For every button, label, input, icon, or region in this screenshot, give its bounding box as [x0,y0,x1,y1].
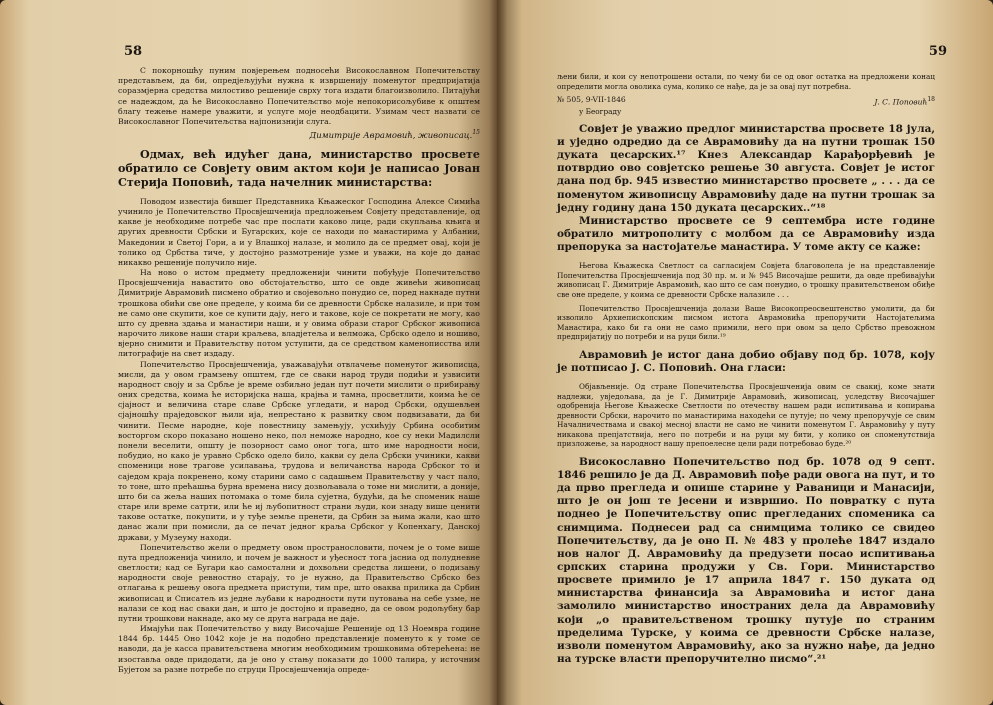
quote-paragraph: Поводом известија бившег Представника Књажеског Господина Алексе Симића учинило је Попечитељство Просвјешченија предложењем Совјету представленије, од какве је необходиме потребе час пре послати каково лице, ради скупљања књига и других древности Србски и Бугарских, које се находи по манастирима у Албании, Македонии и Светој Гори, а и у Влашкој налазе, и молило да се предмет овај, који је толико од Србства тиче, у достојно размотреније узме и уважи, на које до данас никакво решеније получило није. [118,196,480,267]
signature-footnote-mark: 15 [472,129,480,137]
author-signature [118,128,480,141]
document-number: № 505, 9-VII-1846 [557,95,626,105]
signature-text: Димитрије Аврамовић, живописац. [309,129,473,140]
continued-quote: љени били, и кои су непотрошени остали, по чему би се од овог остатка на предложени конац определити могла оволика сума, колико се нађе, да је за овај пут потребна. [557,72,935,91]
intro-paragraph: С покорношћу пуним повјерењем подносећи Високославном Попечитељству представљем, да би, опредјељујући нужна к извршенију поменутог предпријатија соразмјерна средства милостиво решеније сврху тога издати благоизволило. Питајући се надеждом, да ће Високославно Попечитељство моје непокорисољубиве к општем благу тежење намере уважити, и услуге моје неодбацити. Узимам чест назвати се Високославног Попечитељства најпонизнији слуга. [118,66,480,126]
quote-paragraph: Имајући пак Попечитељство у виду Височајше Решеније од 13 Ноемвра године 1844 бр. 1445 Оно 1042 које је на подобно представленије поменуто к у томе се наводи, да је касса правитељствена многим необходимим трошковима обтерећена: не изоставља овде придодати, да је оно у стању показати до 1000 талира, у источним Бујетом за разне потребе по струци Просвјешченија опреде- [118,624,480,674]
right-text-column [557,72,935,666]
page-number-left: 58 [124,44,143,59]
quote-paragraph: Попечитељство жели о предмету овом пространословити, почем је о томе више пута предложенија чинило, и почем је важност и уђесност тога јасниа од полудневне светлости; кад се Бугари као самостални и дохвољни средства лишени, о подизању народности своје ревностно старају, то је нужно, да Правитељство Србско без отлагања к решењу овога предмета приступи, тим пре, што оваква прилика да Србин живописац и Списатељ из једне љубави к народности пути путовања на себе узме, не налази се код нас сваки дан, и што је достојно и праведно, да се овом родољубну бар путни трошкови накнаде, ако му се друга награда не даје. [118,542,480,623]
quote-paragraph: Попечитељство Просвјешченија долази Ваше Високопреосвештенство умолити, да би изволило Архиепископским писмом истога Аврамовића препоручити Настојатељима Манастира, како би га они не само примили, него при овом за цело Србство превожном предпријатију по потреби и на руци били.¹⁹ [557,303,935,342]
document-reference [557,95,935,107]
body-paragraph: Високославно Попечитељство под бр. 1078 од 9 септ. 1846 решило је да Д. Аврамовић пође ради овога на пут, и то да прво прегледа и опише старине у Раваници и Манасији, што је он још те јесени и извршио. По повратку с пута поднео је Попечитељству опис прегледаних споменика са снимцима. Поднесеи рад са снимцима толико се свидео Попечитељству, да је оно П. № 483 у пролеће 1847 издало нов налог Д. Аврамовићу да предузети посао испитивања српских старина продужи у Св. Гори. Министарство просвете примило је 17 априла 1847 г. 150 дуката од министарства финансија за Аврамовића и истог дана замолило министарство иностраних дела да Аврамовићу који „о правитељственом трошку путује по страним пределима Турске, у коима се древности Србске налазе, изволи поменутом Аврамовићу, ако за нужно нађе, да једно на турске власти препоручително писмо“.²¹ [557,455,935,665]
document-place: у Београду [579,107,622,117]
left-text-column [118,66,480,675]
quote-paragraph: Попечитељство Просвјешченија, уважавајући отвлачење поменутог живописца, мисли, да у овом грамзењу општем, где се сваки народ труди подићи и узвисити народност своју и за Србље је време озбиљно један пут почети мислити о прибирању оних средства, коима ће историјска наша, крајња и тамна, просветлити, коима ће се сјајност и величина старе славе Србске угледати, и народ Србски, одушевљен сјајношћу праједовског њили ија, непрестано к развитку свом подвизавати, да би чинити. Песме народне, које повестницу замењују, усхићују Србина особитим восторгом скоро показано ношено неко, пол неможе народно, кое су неки Мадилсли понели веселити, општу је позорност само оног тога, што име народности носи, побудио, но како је уравно Србско одело било, какви су дела Србски учиники, какви споменици нове трагове усилавања, трудова и величанства народа Србског то и саједом краја покренено, кому старини само с садашњем Правитељству у част пало, то тоне, што прећашња бурна времена нису дозвољавала о томе ни мислити, а доније, што би са жеља наших потомака о томе била сујетна, будући, да ће споменик наше старе или време сатрти, или ће иј љубопитност страни људи, кои знаду више ценити такове остатке, покупити, и у туђе земље пренети, да Србин за њима жали, као што данас жали при помисли, да се печат једног краља Србског у Копенхагу, Данској држави, у Музеуму находи. [118,359,480,542]
heading-paragraph: Одмах, већ идућег дана, министарство просвете обратило се Совјету овим актом који је написао Јован Стерија Поповић, тада начелник министарства: [118,147,480,189]
book-gutter [489,0,507,705]
quote-paragraph: На ново о истом предмету предложенији чинити побуђује Попечитељство Просвјешченија навастито ово обстојатељство, што се овде живећи живописац Димитрије Аврамовић писмено обратио и својевољно понудио се, поред накнаде путни трошкова обићи све оне пределе, у коима би се древности Србске налазиле, и при том не само оне скупити, кое се купити дају, него и такове, које се покретати не могу, као што су древна здања и манастири наши, и у овима образи старог Србског живописа нарочито ликове наши стари краљева, владјетеља и велможа, Србско одело и ношиво, вјерно снимити и Правитељству потом уступити, да се средством каменописства или литографије на свет издаду. [118,268,480,359]
quote-paragraph: Његова Књажеска Светлост са сагласијем Совјета благоволела је на представленије Попечитељства Просвјешченија под 30 пр. м. и № 945 Височајше решити, да овде пребивајући живописац Г. Димитрије Аврамовић, као што се сам понудио, о трошку правитељственом обиђе све оне пределе, у коима се древности Србске налазиле . . . [557,261,935,299]
right-page [497,0,993,705]
quote-paragraph: Објављеније. Од стране Попечитељства Просвјешченија овим се свакиј, коме знати надлежи, увједољава, да је Г. Димитрије Аврамовић, живописац, уследству Височајшег одобренија Његове Књажеске Светлости по отечеству нашем ради испитивања и копирања древности Србски, нарочито по манастирима находећи се путује; по чему препоручује се свим Началничествама и свакој месној власти не само не чинити поменутом Г. Аврамовићу у путу никакова препјатствија, него по потреби и на руци му бити, у колико он споменутствија призложење, за народност нашу препоелесне цели ради потребовао буде.²⁰ [557,381,935,449]
document-signature: Ј. С. Поповић$^{18}$ [874,96,935,107]
body-paragraph: Министарство просвете се 9 септембра исте године обратило митрополиту с молбом да се Аврамовићу издa препорука за настојатеље манастира. У томе акту се каже: [557,214,935,254]
page-number-right: 59 [928,44,947,59]
body-paragraph: Аврамовић је истог дана добио објаву под бр. 1078, коју је потписао Ј. С. Поповић. Она гласи: [557,348,935,374]
body-paragraph: Совјет је уважио предлог министарства просвете 18 јула, и уједно одредио да се Аврамовићу да на путни трошак 150 дуката цесарских.¹⁷ Кнез Александар Карађорђевић је потврдио ово совјетско решење 30 августа. Совјет је истог дана под бр. 945 известио министарство просвете „ . . . да се поменутом живописцу Аврамовићу даде на путни трошак за једну годину дана 150 дуката цесарских..“¹⁸ [557,122,935,214]
